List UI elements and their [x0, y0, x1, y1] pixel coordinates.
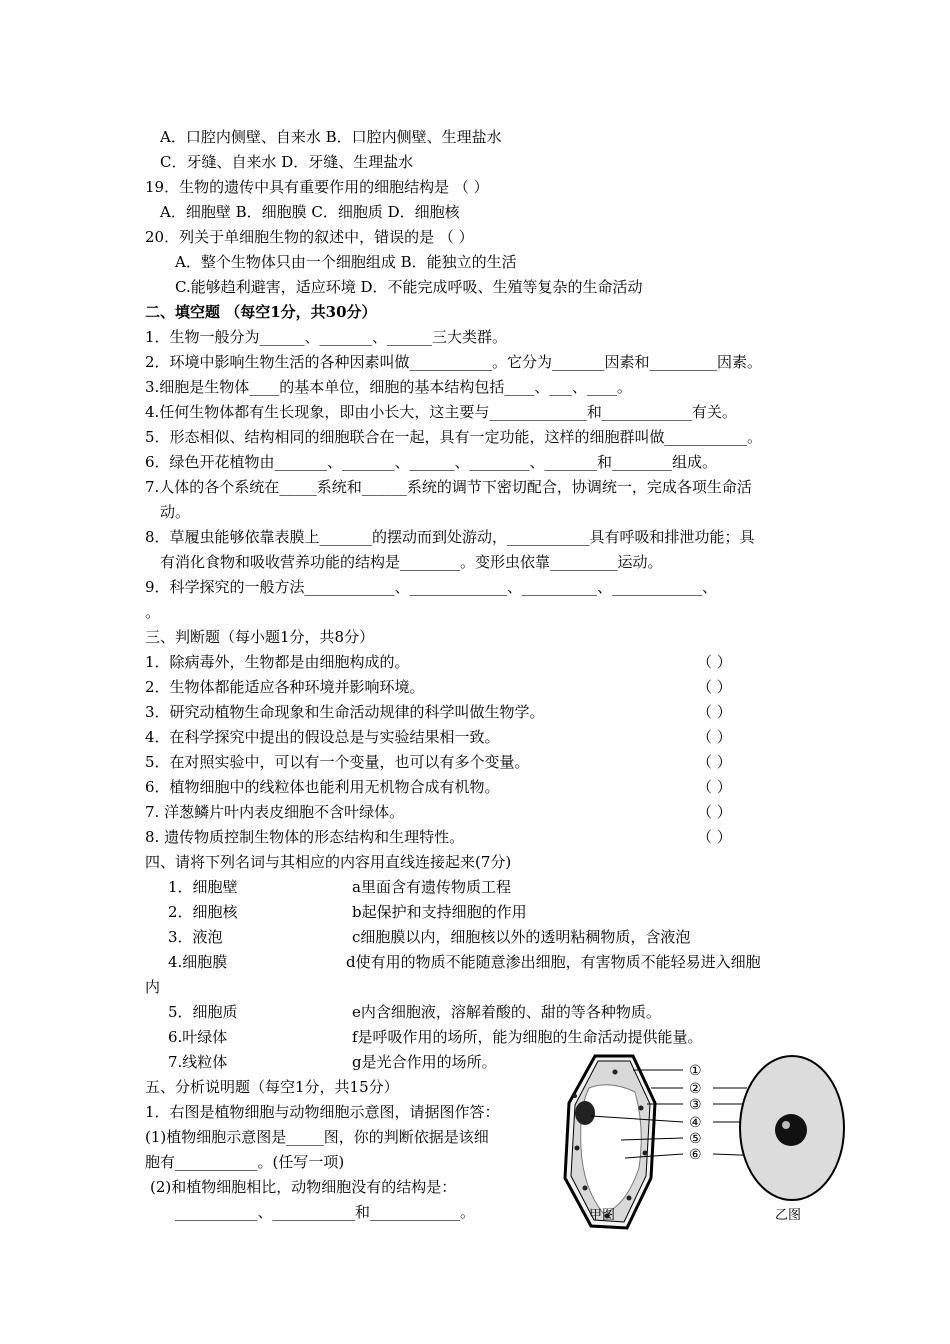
- text-line: (2)和植物细胞相比，动物细胞没有的结构是：: [150, 1178, 457, 1196]
- text-line: 有消化食物和吸收营养功能的结构是________。变形虫依靠_________运动。: [160, 553, 663, 571]
- text-line: 1．细胞壁: [168, 878, 238, 896]
- text-line: (1)植物细胞示意图是_____图，你的判断依据是该细: [145, 1128, 489, 1146]
- animal-cell-drawing: [740, 1056, 844, 1200]
- text-line: 3．研究动植物生命现象和生命活动规律的科学叫做生物学。: [145, 703, 545, 721]
- text-line: e内含细胞液，溶解着酸的、甜的等各种物质。: [352, 1003, 661, 1021]
- text-line: 2．生物体都能适应各种环境并影响环境。: [145, 678, 425, 696]
- text-line: 1．生物一般分为______、_______、______三大类群。: [145, 328, 508, 346]
- cell-diagram-svg: [555, 1048, 855, 1233]
- judge-mark-4[interactable]: （ ）: [697, 728, 732, 746]
- text-line: 3.细胞是生物体____的基本单位，细胞的基本结构包括____、___、____。: [145, 378, 632, 396]
- text-line: 8. 遗传物质控制生物体的形态结构和生理特性。: [145, 828, 465, 846]
- label-5: ⑤: [689, 1131, 702, 1147]
- text-line: g是光合作用的场所。: [352, 1053, 497, 1071]
- judge-mark-7[interactable]: （ ）: [697, 803, 732, 821]
- text-line: 7.线粒体: [168, 1053, 228, 1071]
- label-6: ⑥: [689, 1147, 702, 1163]
- text-line: 1．右图是植物细胞与动物细胞示意图，请据图作答：: [145, 1103, 500, 1121]
- text-line: 胞有___________。(任写一项): [145, 1153, 345, 1171]
- cell-diagram-figure: [555, 1048, 855, 1233]
- text-line: A．整个生物体只由一个细胞组成 B．能独立的生活: [175, 253, 517, 271]
- text-line: 。: [145, 603, 161, 621]
- label-3: ③: [689, 1097, 702, 1113]
- text-line: ___________、___________和____________。: [175, 1203, 476, 1221]
- text-line: a里面含有遗传物质工程: [352, 878, 511, 896]
- text-line: 三、判断题（每小题1分，共8分）: [145, 628, 375, 646]
- text-line: 五、分析说明题（每空1分，共15分）: [145, 1078, 399, 1096]
- text-line: 4．在科学探究中提出的假设总是与实验结果相一致。: [145, 728, 500, 746]
- judge-mark-8[interactable]: （ ）: [697, 828, 732, 846]
- text-line: C．牙缝、自来水 D．牙缝、生理盐水: [160, 153, 414, 171]
- text-line: 9．科学探究的一般方法____________、_____________、__________、____________、: [145, 578, 718, 596]
- judge-mark-1[interactable]: （ ）: [697, 653, 732, 671]
- text-line: 4.细胞膜: [168, 953, 228, 971]
- text-line: 4.任何生物体都有生长现象，即由小长大，这主要与_____________和____________有关。: [145, 403, 737, 421]
- text-line: 3．液泡: [168, 928, 223, 946]
- text-line: 8．草履虫能够依靠表膜上_______的摆动而到处游动，___________具有呼吸和排泄功能；具: [145, 528, 755, 546]
- text-line: 1．除病毒外，生物都是由细胞构成的。: [145, 653, 410, 671]
- text-line: 5．在对照实验中，可以有一个变量，也可以有多个变量。: [145, 753, 530, 771]
- text-line: 5．细胞质: [168, 1003, 238, 1021]
- judge-mark-2[interactable]: （ ）: [697, 678, 732, 696]
- judge-mark-5[interactable]: （ ）: [697, 753, 732, 771]
- text-line: 内: [145, 978, 161, 996]
- text-line: 5．形态相似、结构相同的细胞联合在一起，具有一定功能，这样的细胞群叫做___________。: [145, 428, 763, 446]
- text-line: 2．环境中影响生物生活的各种因素叫做___________。它分为_______因素和_________因素。: [145, 353, 763, 371]
- text-line: d使有用的物质不能随意渗出细胞，有害物质不能轻易进入细胞: [346, 953, 761, 971]
- judge-mark-6[interactable]: （ ）: [697, 778, 732, 796]
- plant-cell-drawing: [565, 1056, 655, 1228]
- label-4: ④: [689, 1115, 702, 1131]
- text-line: A．口腔内侧壁、自来水 B．口腔内侧壁、生理盐水: [160, 128, 502, 146]
- label-2: ②: [689, 1081, 702, 1097]
- text-line: c细胞膜以内，细胞核以外的透明粘稠物质，含液泡: [352, 928, 691, 946]
- text-line: 四、请将下列名词与其相应的内容用直线连接起来(7分): [145, 853, 512, 871]
- caption-animal: 乙图: [775, 1208, 802, 1223]
- text-line: f是呼吸作用的场所，能为细胞的生命活动提供能量。: [352, 1028, 703, 1046]
- text-line: 动。: [160, 503, 191, 521]
- text-line: b起保护和支持细胞的作用: [352, 903, 527, 921]
- text-line: 2．细胞核: [168, 903, 238, 921]
- text-line: 6．绿色开花植物由_______、_______、______、________、_______和________组成。: [145, 453, 718, 471]
- caption-plant: 甲图: [589, 1208, 616, 1223]
- text-line: A．细胞壁 B．细胞膜 C．细胞质 D．细胞核: [160, 203, 460, 221]
- text-line: C.能够趋利避害，适应环境 D．不能完成呼吸、生殖等复杂的生命活动: [175, 278, 643, 296]
- text-line: 6．植物细胞中的线粒体也能利用无机物合成有机物。: [145, 778, 500, 796]
- text-line: 6.叶绿体: [168, 1028, 228, 1046]
- text-line: 7. 洋葱鳞片叶内表皮细胞不含叶绿体。: [145, 803, 405, 821]
- text-line: 7.人体的各个系统在_____系统和______系统的调节下密切配合，协调统一，完成各项生命活: [145, 478, 752, 496]
- text-line: 19．生物的遗传中具有重要作用的细胞结构是 （ ）: [145, 178, 489, 196]
- text-line: 二、填空题 （每空1分，共30分）: [145, 303, 377, 321]
- judge-mark-3[interactable]: （ ）: [697, 703, 732, 721]
- label-1: ①: [689, 1063, 702, 1079]
- text-line: 20．列关于单细胞生物的叙述中，错误的是 （ ）: [145, 228, 474, 246]
